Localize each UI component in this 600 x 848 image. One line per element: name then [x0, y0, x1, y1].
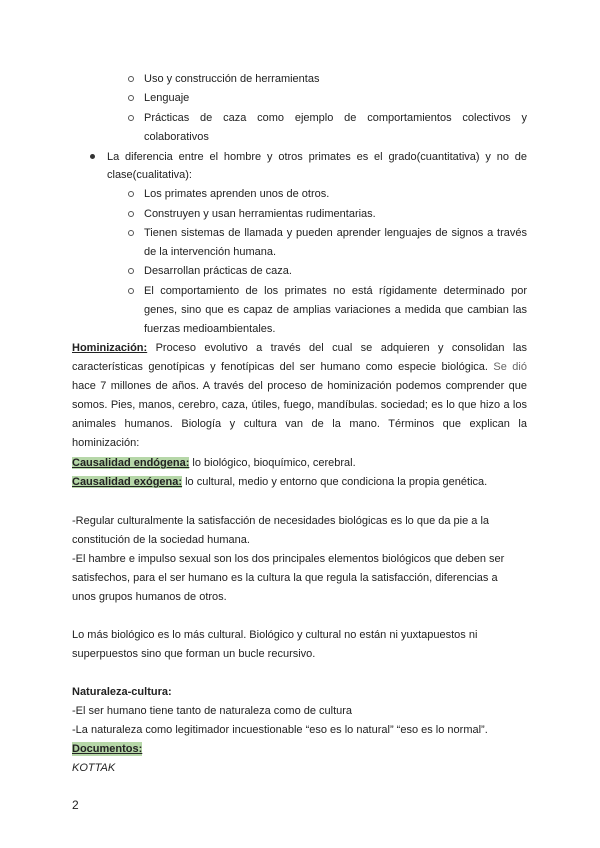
page-number: 2: [72, 798, 79, 812]
list-item-continuation: fuerzas medioambientales.: [144, 323, 276, 335]
hollow-bullet-icon: [128, 115, 134, 121]
list-item-continuation: clase(cualitativa):: [107, 169, 192, 181]
paragraph-line: superpuestos sino que forman un bucle recursivo.: [72, 648, 316, 660]
causalidad-endogena: Causalidad endógena: lo biológico, bioquímico, cerebral.: [72, 457, 356, 469]
paragraph-line: -Regular culturalmente la satisfacción de necesidades biológicas es lo que da pie a la: [72, 515, 490, 527]
paragraph-line: unos grupos humanos de otros.: [72, 591, 227, 603]
list-item: La diferencia entre el hombre y otros primates es el grado(cuantitativa) y no de: [107, 151, 527, 163]
list-item-continuation: de la intervención humana.: [144, 246, 277, 258]
paragraph-line: -El ser humano tiene tanto de naturaleza como de cultura: [72, 705, 353, 717]
paragraph-line: -La naturaleza como legitimador incuestionable “eso es lo natural” “eso es lo normal”.: [72, 724, 488, 736]
list-item: Prácticas de caza como ejemplo de comportamientos colectivos y: [144, 112, 527, 124]
causalidad-endogena-term: Causalidad endógena:: [72, 457, 190, 469]
list-item: Uso y construcción de herramientas: [144, 73, 320, 85]
hollow-bullet-icon: [128, 288, 134, 294]
hollow-bullet-icon: [128, 95, 134, 101]
hollow-bullet-icon: [128, 76, 134, 82]
list-item: Tienen sistemas de llamada y pueden aprender lenguajes de signos a través: [144, 227, 527, 239]
hollow-bullet-icon: [128, 268, 134, 274]
causalidad-exogena-term: Causalidad exógena:: [72, 476, 183, 488]
hominizacion-line-3: hace 7 millones de años. A través del proceso de hominización podemos comprender que: [72, 380, 527, 392]
list-item-continuation: colaborativos: [144, 131, 209, 143]
hominizacion-line-5: animales humanos. Biología y cultura van de la mano. Términos que explican la: [72, 418, 527, 430]
list-item: Desarrollan prácticas de caza.: [144, 265, 292, 277]
list-item: Construyen y usan herramientas rudimentarias.: [144, 208, 376, 220]
hollow-bullet-icon: [128, 191, 134, 197]
list-item-continuation: genes, sino que es capaz de amplias variaciones a medida que cambian las: [144, 304, 527, 316]
filled-bullet-icon: [90, 154, 95, 159]
hominizacion-line-4: somos. Pies, manos, cerebro, caza, útiles, fuego, mandíbulas. sociedad; es lo que hizo a los: [72, 399, 527, 411]
hollow-bullet-icon: [128, 230, 134, 236]
list-item: El comportamiento de los primates no está rígidamente determinado por: [144, 285, 527, 297]
paragraph-line: constitución de la sociedad humana.: [72, 534, 250, 546]
documentos-author: KOTTAK: [72, 762, 116, 774]
hollow-bullet-icon: [128, 211, 134, 217]
paragraph-line: satisfechos, para el ser humano es la cultura la que regula la satisfacción, diferencias a: [72, 572, 498, 584]
hominizacion-line-2: características genotípicas y fenotípicas del ser humano como especie biológica. Se dió: [72, 361, 527, 373]
hominizacion-line-6: hominización:: [72, 437, 140, 449]
paragraph-line: -El hambre e impulso sexual son los dos principales elementos biológicos que deben ser: [72, 553, 505, 565]
documentos-title: Documentos:: [72, 743, 143, 755]
list-item: Los primates aprenden unos de otros.: [144, 188, 330, 200]
naturaleza-cultura-title: Naturaleza-cultura:: [72, 686, 172, 698]
hominizacion-term: Hominización:: [72, 342, 148, 354]
paragraph-line: Lo más biológico es lo más cultural. Biológico y cultural no están ni yuxtapuestos ni: [72, 629, 478, 641]
causalidad-exogena: Causalidad exógena: lo cultural, medio y entorno que condiciona la propia genética.: [72, 476, 488, 488]
hominizacion-line-1: Hominización: Proceso evolutivo a través del cual se adquieren y consolidan las: [72, 342, 527, 354]
list-item: Lenguaje: [144, 92, 190, 104]
